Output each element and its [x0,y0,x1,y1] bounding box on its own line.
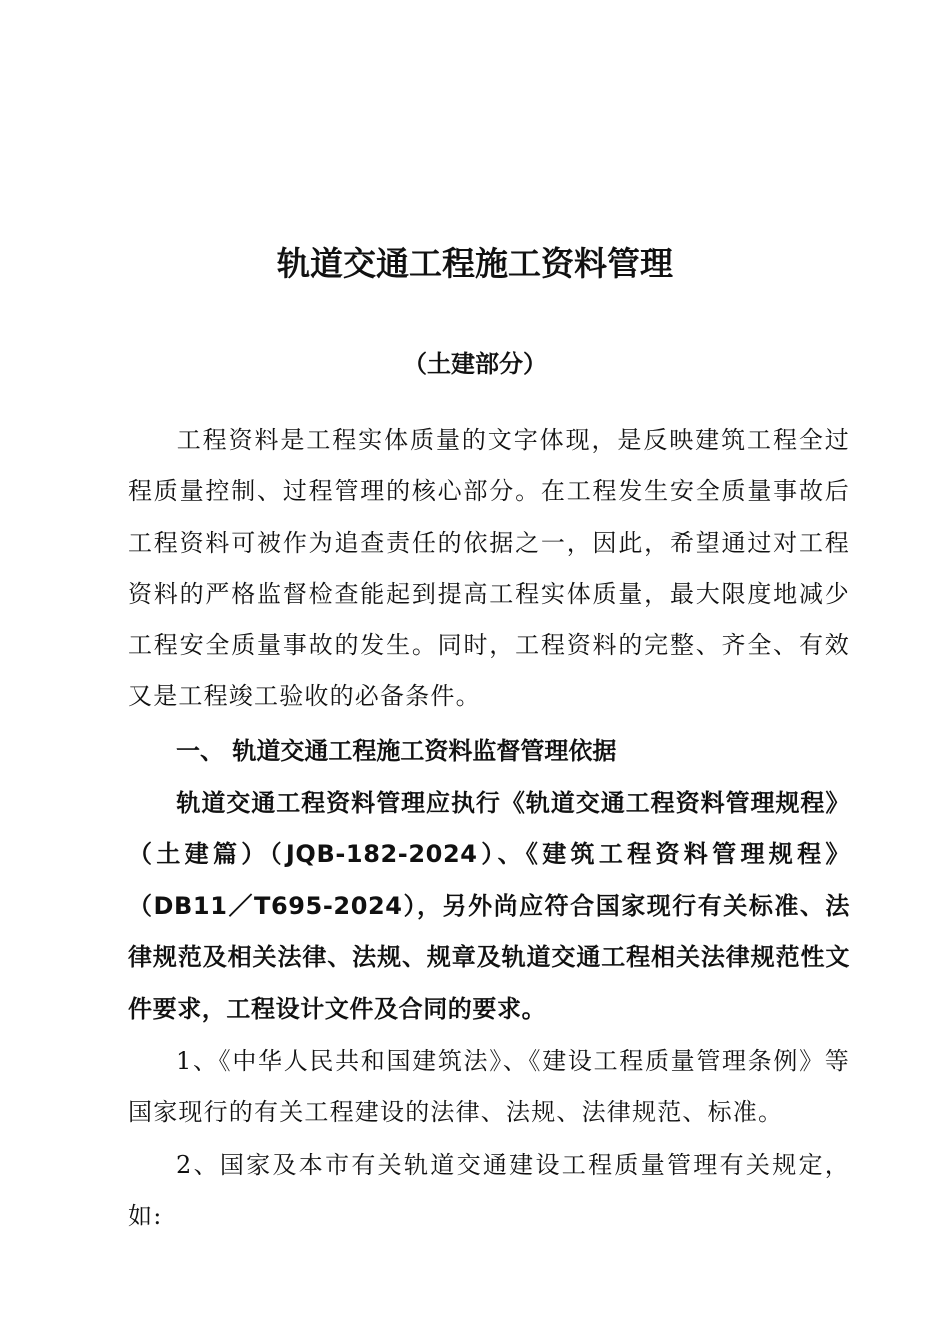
intro-paragraph-text: 工程资料是工程实体质量的文字体现，是反映建筑工程全过程质量控制、过程管理的核心部分。在工程发生安全质量事故后工程资料可被作为追查责任的依据之一，因此，希望通过对工程资料的严格监督检查能起到提高工程实体质量，最大限度地减少工程安全质量事故的发生。同时，工程资料的完整、齐全、有效又是工程竣工验收的必备条件。 [128,426,850,711]
list-item-2 [128,1140,850,1243]
document-title: 轨道交通工程施工资料管理 [277,244,673,283]
document-subtitle: （土建部分） [403,350,547,378]
section-1-paragraph [128,778,850,1035]
intro-paragraph [128,415,850,723]
list-item-1-text: 1、《中华人民共和国建筑法》、《建设工程质量管理条例》等国家现行的有关工程建设的法律、法规、法律规范、标准。 [128,1047,850,1127]
section-1-heading: 一、 轨道交通工程施工资料监督管理依据 [176,737,617,765]
list-item-2-text: 2、国家及本市有关轨道交通建设工程质量管理有关规定，如: [128,1151,850,1231]
section-1-paragraph-text: 轨道交通工程资料管理应执行《轨道交通工程资料管理规程》（土建篇）（JQB-182-2024）、《建筑工程资料管理规程》（DB11／T695-2024），另外尚应符合国家现行有关标准、法律规范及相关法律、法规、规章及轨道交通工程相关法律规范性文件要求，工程设计文件及合同的要求。 [128,789,850,1023]
list-item-1 [128,1036,850,1139]
